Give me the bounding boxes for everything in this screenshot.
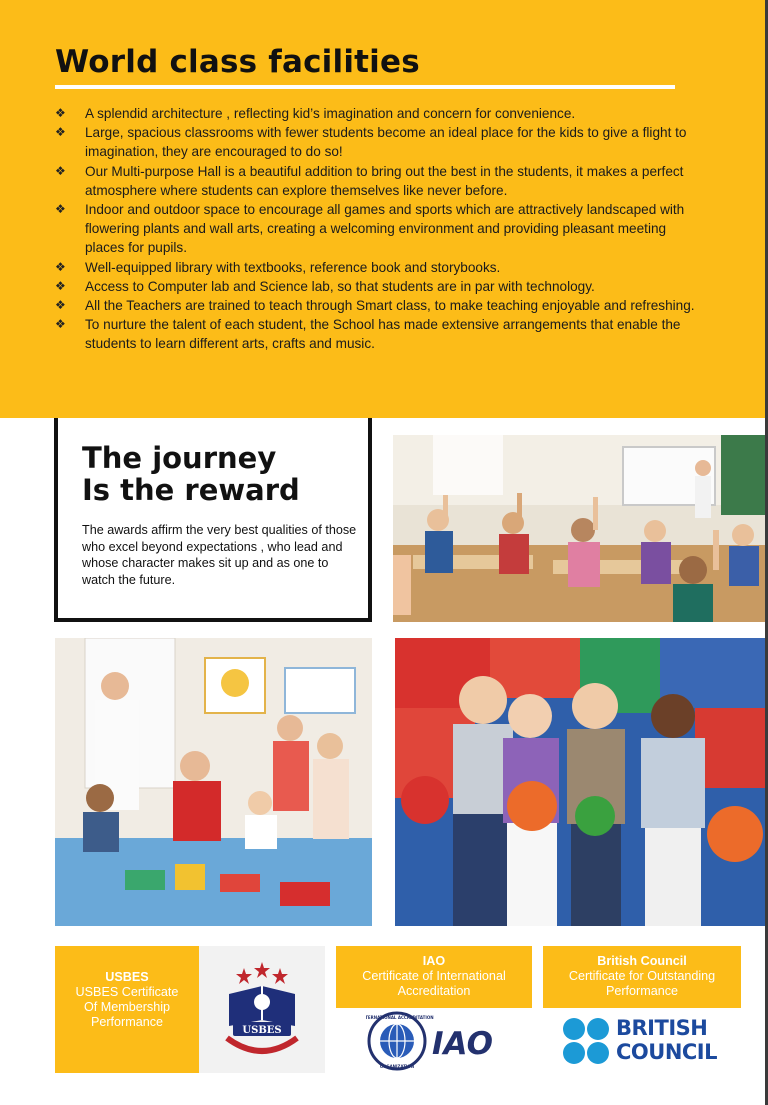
journey-title-line1: The journey [82, 441, 277, 475]
diamond-bullet-icon: ❖ [55, 298, 66, 313]
journey-text: The awards affirm the very best qualities of those who excel beyond expectations , who lead and whose character makes sit up and as one to watch the future. [82, 523, 357, 587]
british-council-logo-line1: BRITISH [616, 1016, 708, 1040]
usbes-card [55, 946, 199, 1073]
list-item-text: Our Multi-purpose Hall is a beautiful addition to bring out the best in the students, it makes a perfect atmosphere where students can explore themselves like never before. [85, 163, 684, 198]
british-council-name: British Council [597, 954, 687, 968]
sports-photo [395, 638, 765, 926]
british-council-line1: Certificate for Outstanding [568, 969, 716, 983]
diamond-bullet-icon: ❖ [55, 163, 66, 178]
list-item-text: To nurture the talent of each student, the School has made extensive arrangements that enable the students to learn different arts, crafts and music. [85, 317, 681, 352]
usbes-name: USBES [105, 970, 149, 984]
journey-title-line2: Is the reward [82, 473, 300, 507]
facilities-section [0, 0, 765, 418]
list-item-text: All the Teachers are trained to teach through Smart class, to make teaching enjoyable and refreshing. [85, 298, 695, 314]
diamond-bullet-icon: ❖ [55, 202, 66, 217]
crafts-photo [55, 638, 372, 926]
british-council-logo-line2: COUNCIL [616, 1040, 717, 1064]
iao-logo [366, 1010, 506, 1072]
british-council-dots-icon [562, 1017, 612, 1067]
list-item-text: Access to Computer lab and Science lab, so that students are in par with technology. [85, 278, 595, 294]
usbes-logo-text: USBES [242, 1025, 282, 1036]
list-item-text: A splendid architecture , reflecting kid’s imagination and concern for convenience. [85, 106, 576, 121]
diamond-bullet-icon: ❖ [55, 278, 66, 293]
list-item [55, 315, 695, 353]
usbes-line3: Performance [90, 1015, 164, 1029]
british-council-line2: Performance [605, 984, 679, 998]
list-item [55, 200, 695, 258]
iao-logo-text: IAO [432, 1026, 493, 1062]
list-item-text: Well-equipped library with textbooks, reference book and storybooks. [85, 259, 501, 275]
list-item [55, 123, 695, 161]
classroom-photo [393, 435, 765, 622]
list-item-text: Large, spacious classrooms with fewer students become an ideal place for the kids to give a flight to imagination, they are encouraged to do so! [85, 125, 687, 160]
usbes-logo [199, 946, 325, 1073]
list-item [55, 104, 695, 123]
iao-line2: Accreditation [397, 984, 471, 998]
journey-box [54, 418, 372, 622]
facilities-list [55, 104, 695, 354]
title-underline [55, 85, 675, 89]
facilities-title: World class facilities [55, 44, 420, 80]
usbes-line2: Of Membership [83, 1000, 171, 1014]
british-council-card [543, 946, 741, 1008]
list-item [55, 258, 695, 277]
british-council-logo [562, 1014, 732, 1068]
iao-line1: Certificate of International [362, 969, 506, 983]
diamond-bullet-icon: ❖ [55, 106, 66, 120]
diamond-bullet-icon: ❖ [55, 317, 66, 332]
iao-name: IAO [422, 954, 446, 968]
journey-title [82, 442, 300, 506]
list-item [55, 296, 695, 315]
usbes-line1: USBES Certificate [75, 985, 179, 999]
list-item-text: Indoor and outdoor space to encourage all games and sports which are attractively landscaped with flowering plants and wall arts, creating a welcoming environment and providing pleasant meeting places for pupils. [85, 202, 685, 256]
list-item [55, 277, 695, 296]
iao-card [336, 946, 532, 1008]
diamond-bullet-icon: ❖ [55, 259, 66, 274]
iao-ring-bottom: ORGANIZATION [379, 1064, 415, 1069]
diamond-bullet-icon: ❖ [55, 125, 66, 140]
list-item [55, 162, 695, 200]
iao-ring-top: INTERNATIONAL ACCREDITATION [366, 1015, 434, 1020]
